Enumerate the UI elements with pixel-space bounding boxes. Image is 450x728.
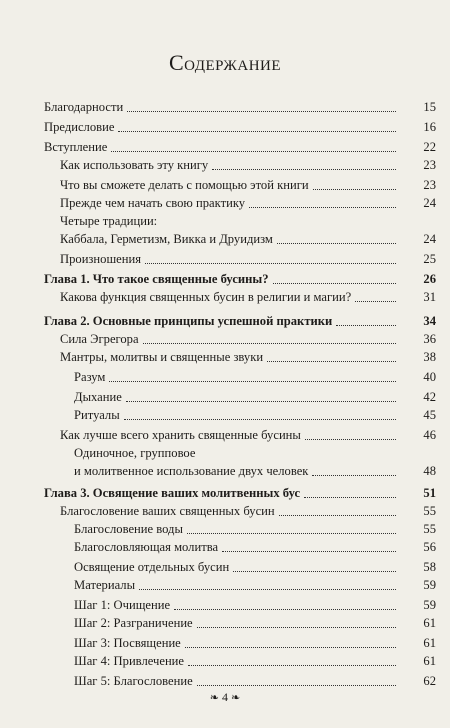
toc-entry-label: Мантры, молитвы и священные звуки	[60, 350, 264, 364]
toc-entry-page: 23	[423, 178, 436, 192]
toc-entry	[0, 98, 450, 116]
toc-entry-page: 23	[423, 158, 436, 172]
toc-entry	[0, 138, 450, 156]
toc-entry-page: 34	[423, 314, 436, 328]
toc-leader-dots	[277, 242, 396, 244]
toc-entry-label: Как лучше всего хранить священные бусины	[60, 428, 301, 442]
page-title: Содержание	[168, 50, 282, 75]
toc-entry	[0, 288, 450, 306]
toc-entry-label: Освящение отдельных бусин	[74, 560, 230, 574]
toc-leader-dots	[185, 646, 396, 648]
toc-leader-dots	[187, 532, 396, 534]
ornament-left-icon: ❧	[209, 692, 219, 704]
toc-entry	[0, 444, 450, 462]
toc-entry-page: 24	[423, 196, 436, 210]
toc-entry-label: Глава 1. Что такое священные бусины?	[44, 272, 269, 286]
toc-leader-dots	[145, 262, 396, 264]
toc-entry-label: и молитвенное использование двух человек	[74, 464, 309, 478]
toc-entry-page: 61	[423, 654, 436, 668]
toc-leader-dots	[127, 110, 396, 112]
toc-entry-label: Каббала, Герметизм, Викка и Друидизм	[60, 232, 273, 246]
page-footer	[0, 690, 450, 705]
toc-entry	[0, 596, 450, 614]
toc-leader-dots	[126, 400, 396, 402]
toc-entry	[0, 330, 450, 348]
toc-entry	[0, 368, 450, 386]
toc-entry	[0, 250, 450, 268]
toc-entry-page: 45	[423, 408, 436, 422]
toc-leader-dots	[197, 626, 396, 628]
toc-leader-dots	[212, 168, 396, 170]
toc-entry-page: 51	[423, 486, 436, 500]
toc-entry-page: 61	[423, 616, 436, 630]
toc-entry-page: 42	[423, 390, 436, 404]
toc-entry-label: Глава 2. Основные принципы успешной практики	[44, 314, 333, 328]
toc-entry	[0, 576, 450, 594]
toc-leader-dots	[313, 188, 396, 190]
toc-leader-dots	[249, 206, 396, 208]
toc-entry-label: Благословляющая молитва	[74, 540, 219, 554]
toc-entry-page: 36	[423, 332, 436, 346]
toc-entry-page: 24	[423, 232, 436, 246]
toc-entry-label: Разум	[74, 370, 106, 384]
toc-entry-label: Благодарности	[44, 100, 124, 114]
toc-entry-label: Глава 3. Освящение ваших молитвенных бус	[44, 486, 301, 500]
toc-entry-label: Шаг 3: Посвящение	[74, 636, 181, 650]
toc-entry	[0, 348, 450, 366]
toc-entry-label: Какова функция священных бусин в религии и магии?	[60, 290, 352, 304]
toc-entry	[0, 406, 450, 424]
toc-leader-dots	[279, 514, 396, 516]
toc-entry	[0, 118, 450, 136]
toc-entry-label: Шаг 5: Благословение	[74, 674, 193, 688]
toc-entry	[0, 502, 450, 520]
toc-entry	[0, 672, 450, 690]
toc-entry	[0, 212, 450, 230]
toc-entry	[0, 652, 450, 670]
toc-entry-label: Вступление	[44, 140, 108, 154]
toc-entry	[0, 558, 450, 576]
toc-entry	[0, 156, 450, 174]
toc-entry	[0, 484, 450, 502]
toc-entry-label: Шаг 2: Разграничение	[74, 616, 193, 630]
toc-leader-dots	[188, 664, 396, 666]
toc-entry-page: 56	[423, 540, 436, 554]
toc-leader-dots	[111, 150, 396, 152]
toc-entry-label: Сила Эгрегора	[60, 332, 139, 346]
toc-entry-page: 61	[423, 636, 436, 650]
toc-entry-page: 59	[423, 578, 436, 592]
toc-entry-label: Шаг 4: Привлечение	[74, 654, 185, 668]
toc-entry-page: 59	[423, 598, 436, 612]
toc-entry	[0, 614, 450, 632]
toc-entry	[0, 270, 450, 288]
toc-entry-label: Что вы сможете делать с помощью этой книги	[60, 178, 309, 192]
toc-entry	[0, 538, 450, 556]
toc-entry-page: 22	[423, 140, 436, 154]
toc-entry	[0, 176, 450, 194]
toc-entry-page: 48	[423, 464, 436, 478]
toc-leader-dots	[305, 438, 396, 440]
toc-leader-dots	[312, 474, 396, 476]
toc-entry-page: 46	[423, 428, 436, 442]
toc-entry-page: 58	[423, 560, 436, 574]
toc-entry-label: Ритуалы	[74, 408, 120, 422]
toc-leader-dots	[273, 282, 396, 284]
toc-entry-page: 55	[423, 522, 436, 536]
toc-entry-label: Материалы	[74, 578, 136, 592]
toc-entry-page: 31	[423, 290, 436, 304]
toc-entry-label: Благословение воды	[74, 522, 183, 536]
toc-entry-label: Четыре традиции:	[60, 214, 158, 228]
toc-entry-page: 26	[423, 272, 436, 286]
toc-leader-dots	[124, 418, 396, 420]
toc-entry	[0, 520, 450, 538]
toc-entry-page: 55	[423, 504, 436, 518]
toc-leader-dots	[109, 380, 396, 382]
toc-entry-page: 40	[423, 370, 436, 384]
toc-entry	[0, 388, 450, 406]
toc-leader-dots	[197, 684, 396, 686]
toc-leader-dots	[267, 360, 396, 362]
toc-leader-dots	[355, 300, 396, 302]
toc-entry	[0, 230, 450, 248]
toc-leader-dots	[143, 342, 396, 344]
toc-entry-label: Благословение ваших священных бусин	[60, 504, 275, 518]
toc-leader-dots	[304, 496, 396, 498]
toc-entry	[0, 194, 450, 212]
toc-leader-dots	[233, 570, 396, 572]
toc-leader-dots	[139, 588, 396, 590]
toc-entry-label: Произношения	[60, 252, 141, 266]
toc-leader-dots	[174, 608, 396, 610]
toc-entry-page: 16	[423, 120, 436, 134]
toc-entry-page: 62	[423, 674, 436, 688]
page-number: 4	[222, 690, 228, 704]
toc-leader-dots	[222, 550, 396, 552]
toc-entry	[0, 426, 450, 444]
toc-entry-label: Как использовать эту книгу	[60, 158, 209, 172]
toc-entry-page: 15	[423, 100, 436, 114]
toc-leader-dots	[336, 324, 396, 326]
toc-entry-label: Прежде чем начать свою практику	[60, 196, 246, 210]
toc-entry-page: 25	[423, 252, 436, 266]
toc-entry-label: Дыхание	[74, 390, 122, 404]
toc-entry-page: 38	[423, 350, 436, 364]
toc-entry-label: Одиночное, групповое	[74, 446, 196, 460]
ornament-right-icon: ❧	[231, 692, 241, 704]
toc-entry	[0, 634, 450, 652]
toc-entry-label: Шаг 1: Очищение	[74, 598, 171, 612]
toc-leader-dots	[118, 130, 396, 132]
toc-entry	[0, 312, 450, 330]
toc-entry	[0, 462, 450, 480]
toc-entry-label: Предисловие	[44, 120, 115, 134]
